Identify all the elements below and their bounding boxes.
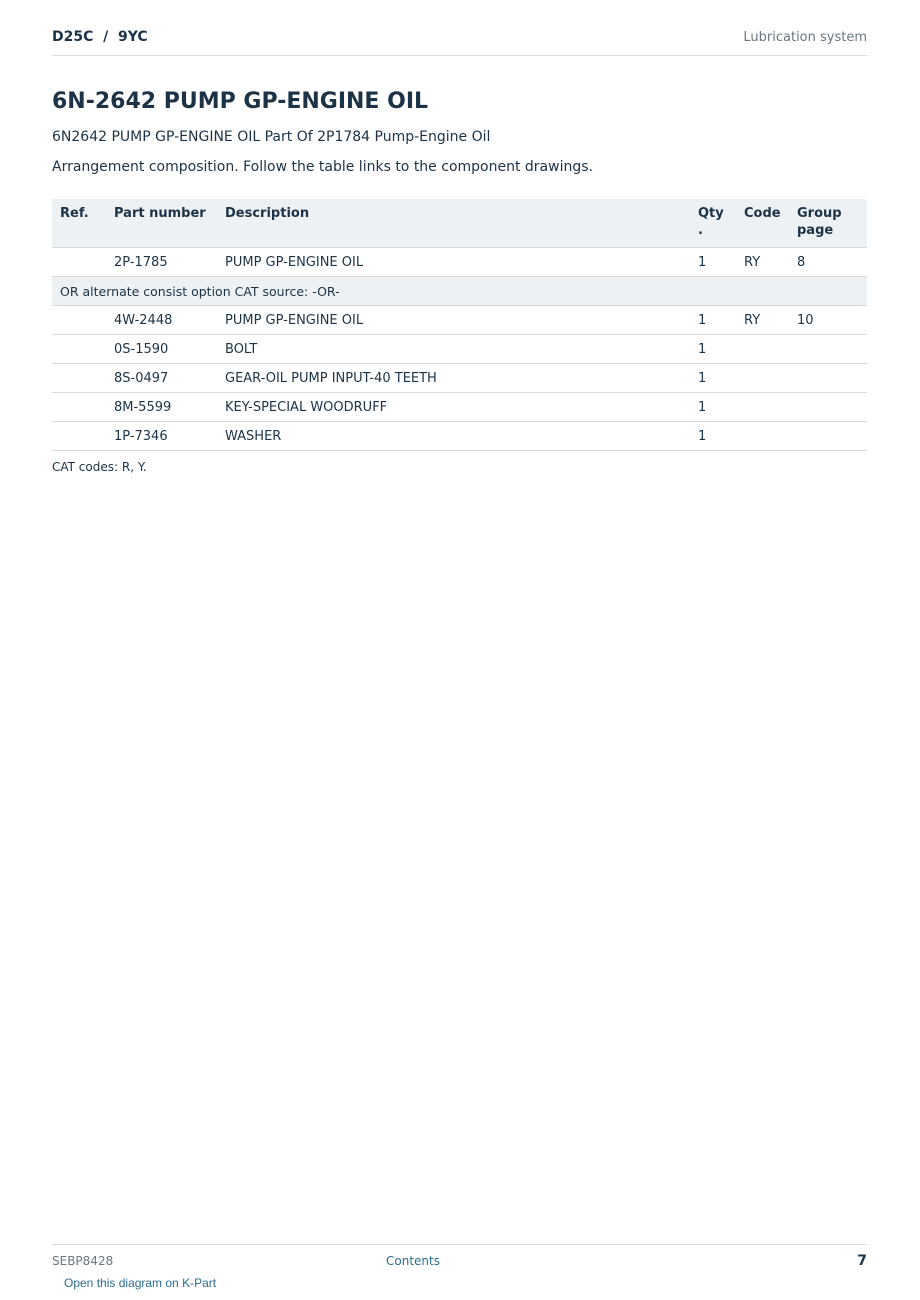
row-ref [52,335,106,364]
table-row [52,306,867,335]
kpart-link[interactable]: Open this diagram on K-Part [64,1276,217,1290]
col-description: Description [217,199,690,248]
row-ref [52,364,106,393]
intro-text: Arrangement composition. Follow the table links to the component drawings. [52,159,593,175]
row-part-number: 8S-0497 [106,364,217,393]
row-description: PUMP GP-ENGINE OIL [217,248,690,277]
row-qty: 1 [690,364,736,393]
row-code [736,393,789,422]
page-footer [52,1244,867,1275]
table-row [52,248,867,277]
row-part-number: 8M-5599 [106,393,217,422]
row-ref [52,248,106,277]
alternate-option-row [52,277,867,306]
row-description: PUMP GP-ENGINE OIL [217,306,690,335]
row-qty: 1 [690,422,736,451]
row-code [736,364,789,393]
contents-link[interactable]: Contents [386,1254,440,1268]
page-title: 6N-2642 PUMP GP-ENGINE OIL [52,89,429,114]
row-group-page [789,335,867,364]
row-part-number: 1P-7346 [106,422,217,451]
row-qty: 1 [690,248,736,277]
table-row [52,364,867,393]
row-ref [52,306,106,335]
col-ref: Ref. [52,199,106,248]
row-code: RY [736,306,789,335]
document-id: SEBP8428 [52,1254,114,1268]
row-code [736,422,789,451]
row-code: RY [736,248,789,277]
table-row [52,335,867,364]
group-page-link-8[interactable]: 8 [789,248,867,277]
alternate-option-note: OR alternate consist option CAT source: -OR- [52,277,867,306]
row-ref [52,422,106,451]
part-link-2p-1785[interactable]: 2P-1785 [106,248,217,277]
row-ref [52,393,106,422]
parts-table [52,199,867,451]
page-number: 7 [857,1253,867,1269]
row-qty: 1 [690,306,736,335]
row-group-page [789,364,867,393]
row-part-number: 0S-1590 [106,335,217,364]
row-description: WASHER [217,422,690,451]
table-header-row [52,199,867,248]
row-group-page [789,422,867,451]
col-qty: Qty . [690,199,736,248]
section-label: Lubrication system [743,30,867,45]
row-description: GEAR-OIL PUMP INPUT-40 TEETH [217,364,690,393]
part-of-line: 6N2642 PUMP GP-ENGINE OIL Part Of 2P1784 Pump-Engine Oil [52,129,491,145]
col-group-page: Group page [789,199,867,248]
page-header [52,27,867,56]
model-label: D25C / 9YC [52,29,148,45]
cat-codes-note: CAT codes: R, Y. [52,460,147,474]
row-qty: 1 [690,393,736,422]
part-link-4w-2448[interactable]: 4W-2448 [106,306,217,335]
row-description: KEY-SPECIAL WOODRUFF [217,393,690,422]
row-code [736,335,789,364]
row-description: BOLT [217,335,690,364]
table-row [52,422,867,451]
table-row [52,393,867,422]
row-qty: 1 [690,335,736,364]
group-page-link-10[interactable]: 10 [789,306,867,335]
row-group-page [789,393,867,422]
col-code: Code [736,199,789,248]
col-part-number: Part number [106,199,217,248]
